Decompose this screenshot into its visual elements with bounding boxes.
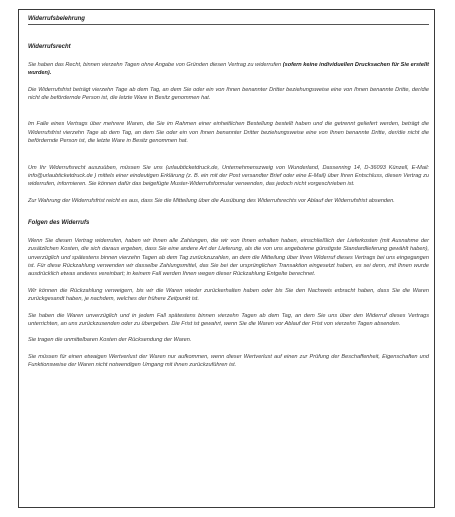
paragraph-return-goods: Sie haben die Waren unverzüglich und in jedem Fall spätestens binnen vierzehn Tagen ab dem Tag, an dem Sie uns über den Widerruf dieses Vertrags unterrichten, an uns zurückzusenden oder zu übergeben. Die Frist ist gewahrt, wenn Sie die Waren vor Ablauf der Frist von vierzehn Tagen absenden. [28,312,429,327]
title-divider [28,24,429,25]
document-page [18,9,435,508]
paragraph-right-of-withdrawal [28,61,429,78]
section-heading-folgen: Folgen des Widerrufs [28,220,90,227]
paragraph-value-loss: Sie müssen für einen etwaigen Wertverlust der Waren nur aufkommen, wenn dieser Wertverlust auf einen zur Prüfung der Beschaffenheit, Eigenschaften und Funktionsweise der Waren nicht notwendigen Umgang mit ihnen zurückzuführen ist. [28,353,429,369]
paragraph-return-costs: Sie tragen die unmittelbaren Kosten der Rücksendung der Waren. [28,337,192,344]
document-title: Widerrufsbelehrung [28,16,85,22]
paragraph-deadline: Zur Wahrung der Widerrufsfrist reicht es aus, dass Sie die Mitteilung über die Ausübung des Widerrufsrechts vor Ablauf der Widerrufsfrist absenden. [28,197,395,204]
paragraph-refuse-refund: Wir können die Rückzahlung verweigern, bis wir die Waren wieder zurückerhalten haben oder bis Sie den Nachweis erbracht haben, dass Sie die Waren zurückgesandt haben, je nachdem, welches der frühere Zeitpunkt ist. [28,287,429,303]
paragraph-multiple-goods: Im Falle eines Vertrags über mehrere Waren, die Sie im Rahmen einer einheitlichen Bestellung bestellt haben und die getrennt geliefert werden, beträgt die Widerrufsfrist vierzehn Tage ab dem Tag, an dem Sie oder ein von Ihnen benannter Dritter beziehungsweise eine von Ihnen benannte Dritte, der/die nicht die befördernde Person ist, die letzte Ware in Besitz genommen hat. [28,121,429,145]
paragraph-exercise-right: Um Ihr Widerrufsrecht auszuüben, müssen Sie uns (urlaubticketdruck.de, Unternehmenszweig von Wunderland, Dassenring 14, D-36093 Künzell, E-Mail: info@urlaubticketdruck.de ) mittels einer eindeutigen Erklärung (z. B. ein mit der Post versandter Brief oder eine E-Mail) über Ihren Entschluss, diesen Vertrag zu widerrufen, informieren. Sie können dafür das beigefügte Muster-Widerrufsformular verwenden, das jedoch nicht vorgeschrieben ist. [28,164,429,188]
paragraph-right-exception: (sofern keine individuellen Drucksachen für Sie erstellt wurden). [28,61,429,77]
paragraph-refund: Wenn Sie diesen Vertrag widerrufen, haben wir Ihnen alle Zahlungen, die wir von Ihnen erhalten haben, einschließlich der Lieferkosten (mit Ausnahme der zusätzlichen Kosten, die sich daraus ergeben, dass Sie eine andere Art der Lieferung, als die von uns angebotene günstigste Standardlieferung gewählt haben), unverzüglich und spätestens binnen vierzehn Tagen ab dem Tag zurückzuzahlen, an dem die Mitteilung über Ihren Widerruf dieses Vertrags bei uns eingegangen ist. Für diese Rückzahlung verwenden wir dasselbe Zahlungsmittel, das Sie bei der ursprünglichen Transaktion eingesetzt haben, es sei denn, mit Ihnen wurde ausdrücklich etwas anderes vereinbart; in keinem Fall werden Ihnen wegen dieser Rückzahlung Entgelte berechnet. [28,237,429,278]
document-body [28,15,429,370]
section-heading-widerrufsrecht: Widerrufsrecht [28,44,71,51]
paragraph-right-text: Sie haben das Recht, binnen vierzehn Tagen ohne Angabe von Gründen diesen Vertrag zu widerrufen [28,61,283,68]
paragraph-withdrawal-period: Die Widerrufsfrist beträgt vierzehn Tage ab dem Tag, an dem Sie oder ein von Ihnen benannter Dritter beziehungsweise eine von Ihnen benannte Dritte, der/die nicht die befördernde Person ist, die letzte Ware in Besitz genommen hat. [28,86,429,102]
